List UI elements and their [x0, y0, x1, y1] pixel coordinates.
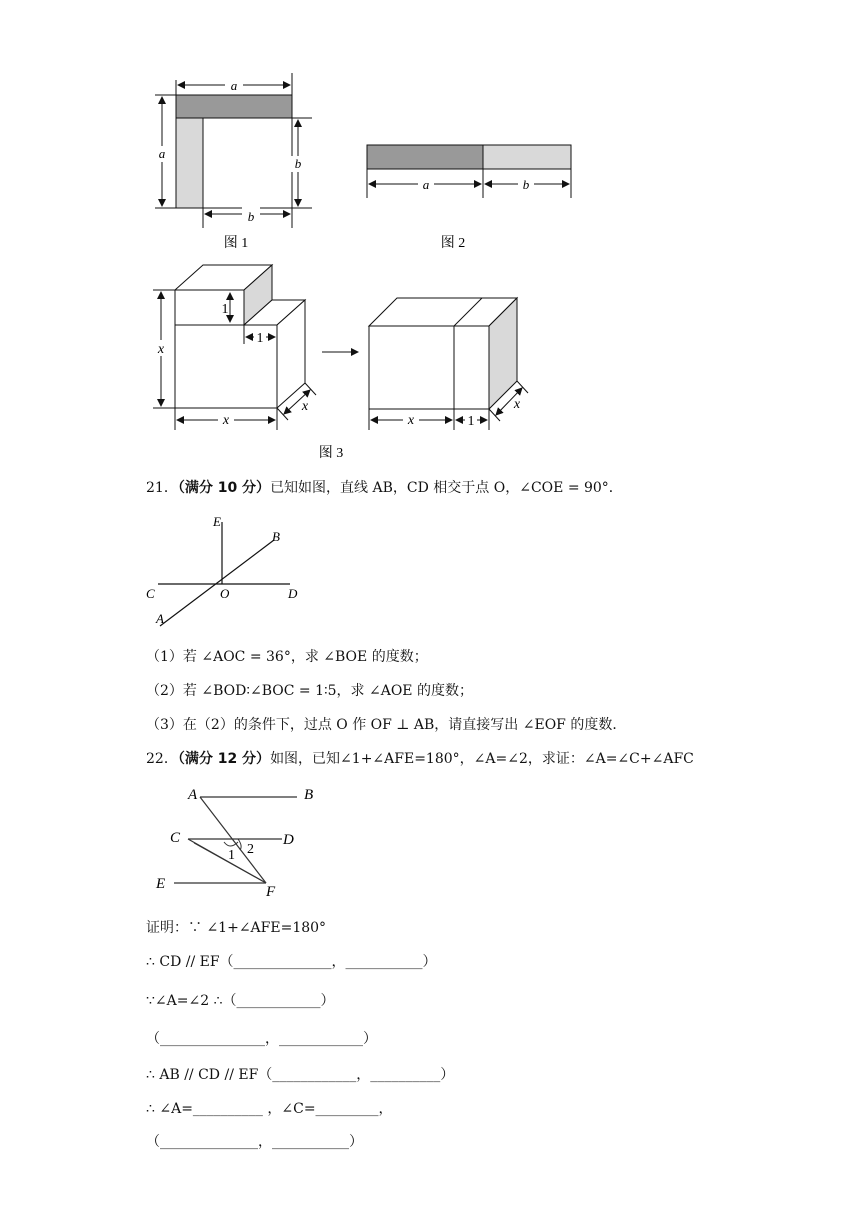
q22-figure — [150, 780, 330, 900]
fig2-dark-bar — [367, 145, 483, 169]
fig1-label-right: b — [294, 156, 302, 171]
q21-header — [146, 479, 623, 497]
q21-label-E: E — [213, 514, 221, 529]
q22-proof-3: ∵∠A=∠2 ∴（____________） — [146, 993, 335, 1009]
fig3-label-one-v: 1 — [221, 302, 229, 317]
q22-label-1: 1 — [228, 848, 235, 863]
fig3-label-r-one: 1 — [467, 414, 475, 429]
q22-label-E: E — [156, 876, 166, 892]
q21-label-D: D — [288, 586, 298, 601]
q21-label-O: O — [220, 586, 230, 601]
figure-1 — [140, 70, 340, 260]
fig1-label-left: a — [158, 146, 166, 161]
q21-item-3: （3）在（2）的条件下，过点 O 作 OF ⊥ AB，请直接写出 ∠EOF 的度数． — [146, 717, 627, 733]
q21-label-A: A — [156, 611, 164, 626]
q22-proof-5: ∴ AB // CD // EF（____________，__________） — [146, 1067, 455, 1083]
q22-proof-7: （______________，___________） — [146, 1134, 363, 1150]
figure-3 — [145, 260, 565, 465]
fig3-label-x-bottom: x — [222, 413, 230, 428]
fig1-label-bottom: b — [247, 209, 255, 224]
fig3-label-r-x-bottom: x — [407, 413, 415, 428]
figure-2 — [360, 140, 580, 260]
q22-proof-1: 证明：∵ ∠1+∠AFE=180° — [146, 920, 327, 936]
q22-proof-6: ∴ ∠A=__________ ，∠C=_________， — [146, 1101, 393, 1117]
fig3-label-x-depth: x — [301, 399, 309, 414]
q21-score: （满分 10 分） — [177, 480, 271, 496]
q21-item-1: （1）若 ∠AOC = 36°，求 ∠BOE 的度数； — [146, 649, 428, 665]
q22-label-D: D — [283, 832, 294, 848]
q22-header — [146, 750, 694, 768]
fig2-label-b: b — [522, 177, 530, 192]
q21-label-B: B — [272, 529, 280, 544]
fig2-light-bar — [483, 145, 571, 169]
q21-figure — [140, 510, 320, 635]
q22-label-B: B — [304, 787, 314, 803]
q22-proof-4: （_______________，____________） — [146, 1031, 377, 1047]
q22-score: （满分 12 分） — [177, 751, 271, 767]
fig1-dark-strip — [176, 95, 292, 118]
q21-item-2: （2）若 ∠BOD∶∠BOC = 1∶5，求 ∠AOE 的度数； — [146, 683, 473, 699]
fig1-light-strip — [176, 118, 203, 208]
q22-label-F: F — [266, 884, 276, 900]
fig3-caption: 图 3 — [318, 446, 344, 461]
q22-label-C: C — [170, 830, 181, 846]
q22-label-A: A — [188, 787, 198, 803]
fig1-square — [203, 118, 292, 208]
fig3-label-one-h: 1 — [256, 331, 264, 346]
q22-label-2: 2 — [247, 842, 254, 857]
fig1-caption: 图 1 — [223, 236, 249, 251]
q22-proof-2: ∴ CD // EF（______________，___________） — [146, 954, 437, 970]
fig3-label-x-left: x — [157, 342, 165, 357]
fig2-label-a: a — [422, 177, 430, 192]
q21-number: 21． — [146, 480, 178, 496]
q21-text: 已知如图，直线 AB，CD 相交于点 O，∠COE = 90°． — [270, 480, 623, 496]
fig1-label-top: a — [230, 78, 238, 93]
q22-text: 如图，已知∠1+∠AFE=180°，∠A=∠2，求证：∠A=∠C+∠AFC — [270, 751, 694, 767]
fig3-label-r-x-depth: x — [513, 397, 521, 412]
q21-label-C: C — [146, 586, 155, 601]
q22-number: 22． — [146, 751, 178, 767]
fig2-caption: 图 2 — [440, 236, 466, 251]
